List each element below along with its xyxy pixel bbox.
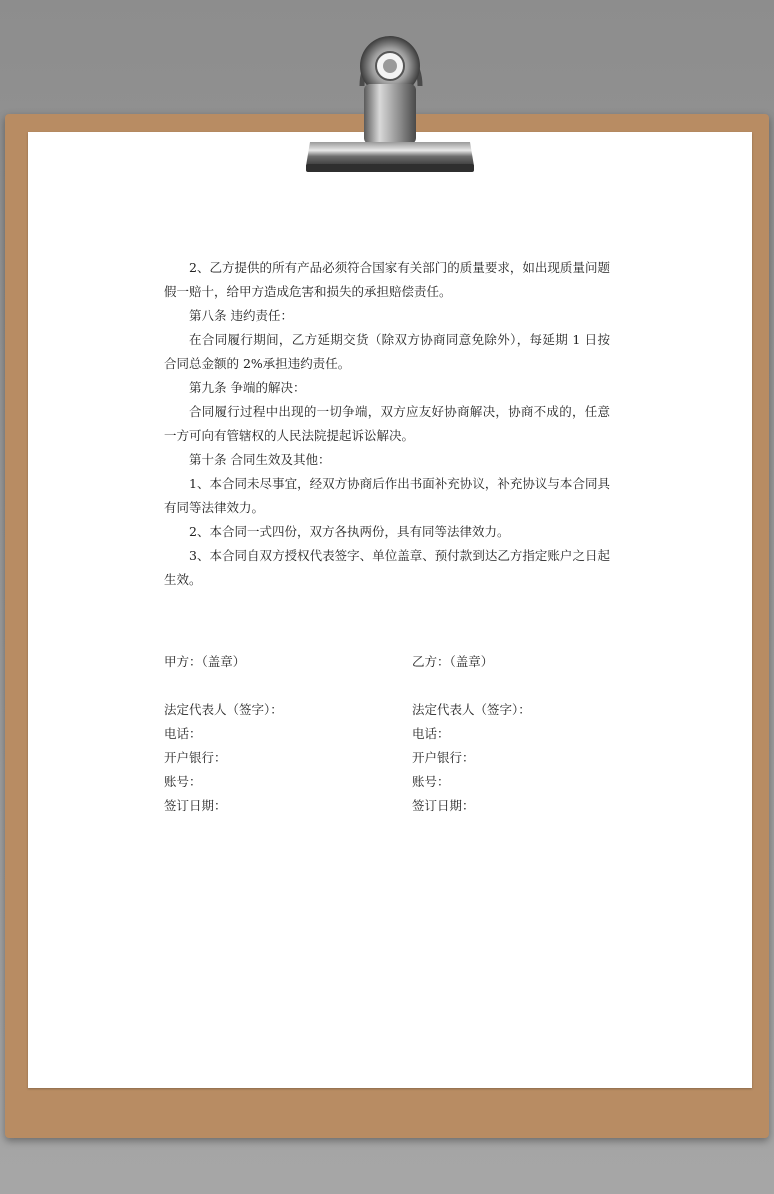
party-b-date: 签订日期： <box>412 798 475 813</box>
clause-quality: 2、乙方提供的所有产品必须符合国家有关部门的质量要求，如出现质量问题假一赔十，给甲方造成危害和损失的承担赔偿责任。 <box>164 260 610 299</box>
clause-copies: 2、本合同一式四份，双方各执两份，具有同等法律效力。 <box>189 524 510 539</box>
party-a-bank: 开户银行： <box>164 750 227 765</box>
article-9-heading: 第九条 争端的解决： <box>189 380 306 395</box>
party-a-heading: 甲方：（盖章） <box>164 654 246 669</box>
clause-supplement: 1、本合同未尽事宜，经双方协商后作出书面补充协议，补充协议与本合同具有同等法律效力。 <box>164 476 610 515</box>
article-8-heading: 第八条 违约责任： <box>189 308 293 323</box>
binder-clip-icon <box>300 18 480 178</box>
party-b-phone: 电话： <box>412 726 450 741</box>
contract-body <box>164 256 610 592</box>
clause-breach: 在合同履行期间，乙方延期交货（除双方协商同意免除外），每延期 1 日按合同总金额的 2%承担违约责任。 <box>164 332 610 371</box>
contract-page <box>28 132 752 1088</box>
party-a-phone: 电话： <box>164 726 202 741</box>
party-a-representative: 法定代表人（签字）： <box>164 702 283 717</box>
party-b-heading: 乙方：（盖章） <box>412 654 494 669</box>
clause-effective: 3、本合同自双方授权代表签字、单位盖章、预付款到达乙方指定账户之日起生效。 <box>164 548 610 587</box>
party-b-signature-block <box>412 650 531 818</box>
party-a-account: 账号： <box>164 774 202 789</box>
party-b-representative: 法定代表人（签字）： <box>412 702 531 717</box>
clause-dispute: 合同履行过程中出现的一切争端，双方应友好协商解决，协商不成的，任意一方可向有管辖权的人民法院提起诉讼解决。 <box>164 404 610 443</box>
party-a-date: 签订日期： <box>164 798 227 813</box>
article-10-heading: 第十条 合同生效及其他： <box>189 452 331 467</box>
party-b-account: 账号： <box>412 774 450 789</box>
party-a-signature-block <box>164 650 283 818</box>
party-b-bank: 开户银行： <box>412 750 475 765</box>
